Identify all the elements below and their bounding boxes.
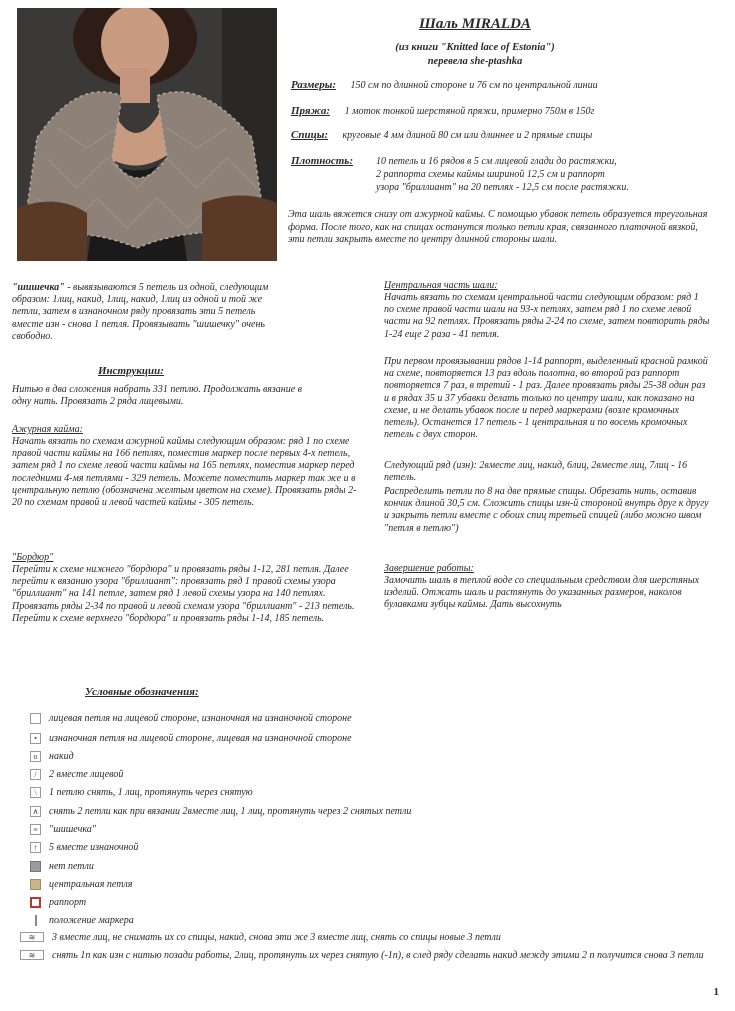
double-decrease-icon: ∧ bbox=[30, 806, 41, 817]
legend-item bbox=[30, 824, 730, 836]
center-stitch-icon bbox=[30, 879, 41, 890]
spec-gauge-line: 2 раппорта схемы каймы шириной 12,5 см и раппорт bbox=[376, 169, 605, 180]
legend-text: 1 петлю снять, 1 лиц, протянуть через снятую bbox=[49, 787, 253, 798]
purl-stitch-icon: • bbox=[30, 733, 41, 744]
legend-item bbox=[30, 806, 730, 818]
legend-item bbox=[30, 915, 730, 927]
spec-gauge bbox=[291, 155, 353, 168]
spec-needles-label: Спицы: bbox=[291, 129, 328, 141]
edge-text: Начать вязать по схемам ажурной каймы следующим образом: ряд 1 по схеме правой части каймы на 166 петлях, поместив маркер после первых 4-х петель, затем ряд 1 по схеме левой части каймы на 165 петлях, поместив маркер перед последними 4-мя петлями - 329 петель. Можете поместить маркер так же и в центральную петлю (обозначена желтым цветом на схеме). Провязать ряды 2-20 по схемам правой и левой частей каймы - 305 петель. bbox=[12, 436, 357, 509]
shishechka-block bbox=[12, 282, 277, 343]
legend-item bbox=[30, 713, 730, 725]
legend-text: 3 вместе лиц, не снимать их со спицы, накид, снова эти же 3 вместе лиц, снять со спицы новые 3 петли bbox=[52, 932, 501, 943]
translator: перевела she-ptashka bbox=[427, 56, 523, 67]
legend-text: изнаночная петля на лицевой стороне, лицевая на изнаночной стороне bbox=[49, 733, 352, 744]
legend-text: положение маркера bbox=[49, 915, 134, 926]
legend-text: "шишечка" bbox=[49, 824, 97, 835]
border-title: "Бордюр" bbox=[12, 552, 54, 563]
source-book: (из книги "Knitted lace of Estonia") bbox=[395, 42, 555, 53]
legend-title: Условные обозначения: bbox=[85, 686, 199, 698]
legend-item bbox=[30, 897, 730, 909]
center-text-2: При первом провязывании рядов 1-14 раппорт, выделенный красной рамкой на схеме, повторяется 13 раз вдоль полотна, во второй раз раппорт повторяется 7 раз, в третий - 1 раз. Далее провязать ряды 25-38 один раз и в рядах 35 и 37 убавки делать только по центру шали, как показано на схеме, и не делать убавок после и перед маркерами (возле кромочных петель). Останется 17 петель - 1 центральная и по восемь кромочных петель с двух сторон. bbox=[384, 356, 708, 441]
legend-text: накид bbox=[49, 751, 74, 762]
source-info bbox=[300, 41, 650, 69]
finish-title: Завершение работы: bbox=[384, 563, 474, 574]
legend-text: центральная петля bbox=[49, 879, 133, 890]
legend-item bbox=[20, 932, 720, 944]
legend-text: нет петли bbox=[49, 861, 94, 872]
instructions-text: Нитью в два сложения набрать 331 петлю. Продолжать вязание в одну нить. Провязать 2 ряда лицевыми. bbox=[12, 384, 303, 408]
instructions-title: Инструкции: bbox=[98, 365, 164, 377]
edge-title: Ажурная кайма: bbox=[12, 424, 83, 435]
slip-pass-icon: ≋ bbox=[20, 950, 44, 960]
legend-item bbox=[30, 751, 730, 763]
finish-text: Замочить шаль в теплой воде со специальным средством для шерстяных изделий. Отжать шаль и растянуть до указанных размеров, наколов булавками зубцы каймы. Дать высохнуть bbox=[384, 575, 700, 611]
spec-yarn bbox=[291, 105, 594, 118]
border-text: Перейти к схеме нижнего "бордюра" и провязать ряды 1-12, 281 петля. Далее перейти к вязанию узора "бриллиант": провязать ряд 1 правой схемы узора "бриллиант" на 141 петле, затем ряд 1 левой схемы узора на 140 петлях. Провязать ряды 2-34 по правой и левой схемам узора "бриллиант" - 213 петель. Перейти к схеме верхнего "бордюра" и провязать ряды 1-14, 185 петель. bbox=[12, 564, 355, 624]
intro-text: Эта шаль вяжется снизу от ажурной каймы. С помощью убавок петель образуется треугольная форма. После того, как на спицах останутся только петли края, связанного платочной вязкой, эти петли закрыть вместе по центру длинной стороны шали. bbox=[288, 209, 708, 245]
p5tog-icon: ↑ bbox=[30, 842, 41, 853]
spec-size-text: 150 см по длинной стороне и 76 см по центральной линии bbox=[350, 80, 598, 91]
spec-gauge-lines bbox=[376, 155, 629, 194]
legend-item bbox=[30, 879, 730, 891]
shawl-photo bbox=[17, 8, 277, 261]
repeat-icon bbox=[30, 897, 41, 908]
spec-gauge-line: узора "бриллиант" на 20 петлях - 12,5 см после растяжки. bbox=[376, 182, 629, 193]
center-text-3: Следующий ряд (изн): 2вместе лиц, накид, 6лиц, 2вместе лиц, 7лиц - 16 петель. bbox=[384, 460, 688, 484]
legend-item bbox=[30, 861, 730, 873]
spec-size-label: Размеры: bbox=[291, 79, 337, 91]
yarn-over-icon: o bbox=[30, 751, 41, 762]
center-text: Начать вязать по схемам центральной части следующим образом: ряд 1 по схеме правой части шали на 93-х петлях, затем ряд 1 по схеме левой части на 92 петлях. Провязать ряды 2-24 по схеме, затем повторить ряды 1-24 еще 2 раза - 41 петля. bbox=[384, 292, 710, 340]
page-number: 1 bbox=[713, 986, 719, 998]
skp-icon: \ bbox=[30, 787, 41, 798]
three-into-three-icon: ≋ bbox=[20, 932, 44, 942]
legend-text: 2 вместе лицевой bbox=[49, 769, 124, 780]
no-stitch-icon bbox=[30, 861, 41, 872]
legend-item bbox=[30, 787, 730, 799]
center-title: Центральная часть шали: bbox=[384, 280, 498, 291]
legend-text: снять 1п как изн с нитью позади работы, 2лиц, протянуть их через снятую (-1п), в след ряду сделать накид между этими 2 п получится снова 3 петли bbox=[52, 950, 704, 961]
center-text-4: Распределить петли по 8 на две прямые спицы. Обрезать нить, оставив кончик длиной 30,5 см. Сложить спицы изн-й стороной внутрь друг к другу и закрыть петли вместе с обоих спиц третьей спицей (либо можно швом "петля в петлю") bbox=[384, 486, 709, 534]
spec-needles bbox=[291, 129, 592, 142]
spec-needles-text: круговые 4 мм длиной 80 см или длиннее и 2 прямые спицы bbox=[342, 130, 593, 141]
spec-gauge-label: Плотность: bbox=[291, 155, 353, 167]
nupp-icon: ≡ bbox=[30, 824, 41, 835]
legend-text: лицевая петля на лицевой стороне, изнаночная на изнаночной стороне bbox=[49, 713, 352, 724]
shishechka-term: "шишечка" bbox=[12, 282, 65, 293]
legend-text: 5 вместе изнаночной bbox=[49, 842, 139, 853]
spec-size bbox=[291, 79, 598, 92]
legend-text: раппорт bbox=[49, 897, 87, 908]
k2tog-icon: / bbox=[30, 769, 41, 780]
spec-yarn-label: Пряжа: bbox=[291, 105, 331, 117]
legend-text: снять 2 петли как при вязании 2вместе лиц, 1 лиц, протянуть через 2 снятых петли bbox=[49, 806, 412, 817]
marker-icon bbox=[30, 915, 41, 926]
legend-item bbox=[30, 842, 730, 854]
page-title: Шаль MIRALDA bbox=[419, 16, 531, 32]
shishechka-text: - вывязываются 5 петель из одной, следующим образом: 1лиц, накид, 1лиц, накид, 1лиц из одной и той же петли, затем в изнаночном ряду провязать эти 5 петель вместе изн - снова 1 петля. Провязывать "шишечку" очень свободно. bbox=[12, 282, 269, 342]
spec-yarn-text: 1 моток тонкой шерстяной пряжи, примерно 750м в 150г bbox=[344, 106, 595, 117]
knit-stitch-icon bbox=[30, 713, 41, 724]
spec-gauge-line: 10 петель и 16 рядов в 5 см лицевой глади до растяжки, bbox=[376, 156, 617, 167]
legend-item bbox=[30, 769, 730, 781]
legend-item bbox=[20, 950, 725, 962]
legend-item bbox=[30, 733, 730, 745]
